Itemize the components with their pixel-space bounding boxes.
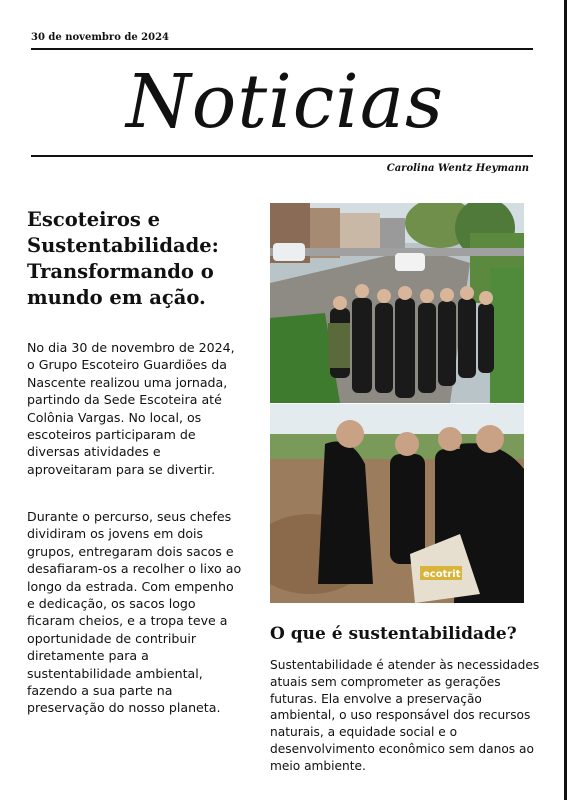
article-headline: Escoteiros e Sustentabilidade: Transformando o mundo em ação. <box>27 208 219 309</box>
masthead-title <box>70 52 500 152</box>
article-paragraph-2: Durante o percurso, seus chefes dividiram os jovens em dois grupos, entregaram dois sacos e desafiaram-os a recolher o lixo ao longo da estrada. Com empenho e dedicação, os sacos logo ficaram cheios, e a tropa teve a oportunidade de contribuir diretamente para a sustentabilidade ambiental, fazendo a sua parte na preservação do nosso planeta. <box>27 509 242 716</box>
article-paragraph-1: No dia 30 de novembro de 2024, o Grupo Escoteiro Guardiões da Nascente realizou uma jornada, partindo da Sede Escoteira até Colônia Vargas. No local, os escoteiros participaram de diversas atividades e aproveitaram para se divertir. <box>27 340 235 477</box>
group-photo-street-image <box>270 203 524 403</box>
group-photo-street <box>270 203 524 403</box>
sidebar-subhead: O que é sustentabilidade? <box>270 624 517 644</box>
issue-date: 30 de novembro de 2024 <box>31 32 170 43</box>
sidebar-body: Sustentabilidade é atender às necessidades atuais sem comprometer as gerações futuras. Ela envolve a preservação ambiental, o uso responsável dos recursos naturais, a equidade social e o desenvolvimento econômico sem danos ao meio ambiente. <box>270 658 540 773</box>
masthead-text: Noticias <box>126 59 444 145</box>
top-divider <box>31 48 533 50</box>
masthead-divider <box>31 155 533 157</box>
author-signature: Carolina Wentz Heymann <box>386 163 529 174</box>
trash-collection-photo <box>270 404 524 603</box>
trash-collection-photo-image <box>270 404 524 603</box>
bag-brand-label: ecotrit <box>423 569 461 580</box>
